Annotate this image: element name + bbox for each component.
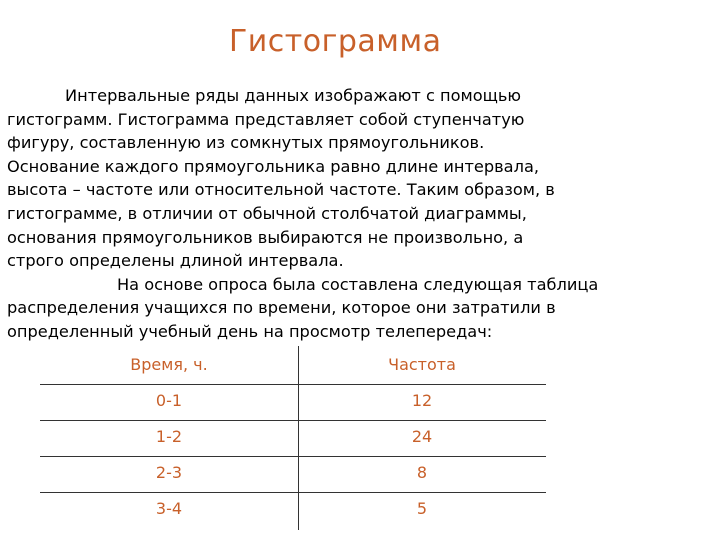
- paragraph-line: фигуру, составленную из сомкнутых прямоугольников.: [7, 133, 485, 153]
- paragraph-line: определенный учебный день на просмотр телепередач:: [7, 321, 493, 341]
- paragraph-line: На основе опроса была составлена следующая таблица: [117, 274, 599, 294]
- table-cell-interval: 1-2: [155, 427, 183, 446]
- frequency-table: [40, 346, 546, 530]
- table-cell-interval: 0-1: [155, 391, 183, 410]
- body-text: [7, 84, 719, 344]
- table-header-frequency: Частота: [388, 355, 456, 374]
- paragraph-line: основания прямоугольников выбираются не произвольно, а: [7, 227, 524, 247]
- paragraph-line: гистограмм. Гистограмма представляет собой ступенчатую: [7, 109, 525, 129]
- paragraph-line: гистограмме, в отличии от обычной столбчатой диаграммы,: [7, 203, 527, 223]
- paragraph-line: распределения учащихся по времени, которое они затратили в: [7, 298, 556, 318]
- table-cell-interval: 3-4: [155, 499, 183, 518]
- table-cell-frequency: 24: [411, 427, 433, 446]
- paragraph-line: Интервальные ряды данных изображают с помощью: [65, 86, 522, 105]
- paragraph-line: Основание каждого прямоугольника равно длине интервала,: [7, 156, 540, 176]
- paragraph-line: строго определены длиной интервала.: [7, 251, 344, 271]
- paragraph-line: высота – частоте или относительной частоте. Таким образом, в: [7, 180, 555, 200]
- table-cell-frequency: 5: [416, 499, 428, 518]
- slide-title: Гистограмма: [229, 24, 442, 59]
- table-header-time: Время, ч.: [130, 355, 208, 374]
- table-cell-interval: 2-3: [155, 463, 183, 482]
- table-cell-frequency: 12: [411, 391, 433, 410]
- table-cell-frequency: 8: [416, 463, 428, 482]
